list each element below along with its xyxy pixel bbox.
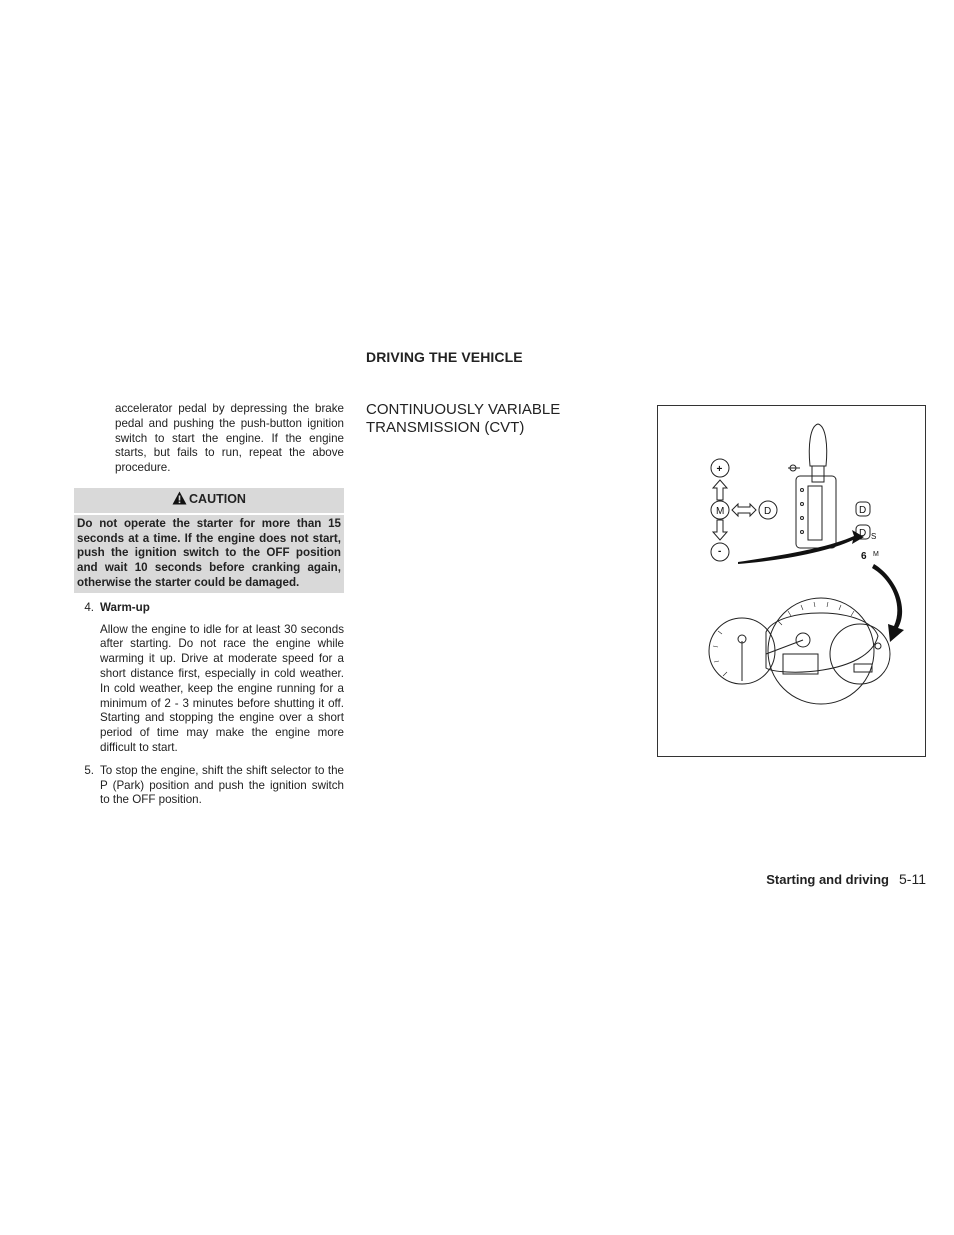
page-footer	[600, 871, 926, 887]
cvt-illustration	[657, 405, 926, 757]
caution-title: CAUTION	[189, 491, 246, 506]
left-column	[74, 402, 344, 808]
footer-section: Starting and driving	[766, 872, 890, 887]
page-number: 5-11	[899, 871, 926, 887]
m-label: M	[716, 506, 725, 517]
cvt-heading-line1: CONTINUOUSLY VARIABLE	[366, 401, 561, 418]
cvt-diagram	[658, 406, 925, 756]
m-small-label: M	[873, 551, 879, 558]
d-mid-label: D	[859, 528, 867, 539]
caution-text: Do not operate the starter for more than 15 seconds at a time. If the engine does not start, push the ignition switch to the OFF position and wait 10 seconds before cranking again, otherwise the starter could be damaged.	[77, 516, 341, 589]
d-left-label: D	[764, 506, 772, 517]
step-4	[74, 601, 344, 756]
cvt-heading	[366, 401, 560, 437]
step-text: To stop the engine, shift the shift selector to the P (Park) position and push the ignition switch to the OFF position.	[100, 763, 344, 807]
minus-label: -	[718, 546, 722, 557]
step-number: 5.	[84, 763, 94, 777]
caution-header	[74, 488, 344, 515]
section-title: DRIVING THE VEHICLE	[366, 349, 523, 365]
s-label: S	[871, 532, 877, 541]
six-label: 6	[861, 551, 867, 562]
step-title: Warm-up	[100, 600, 150, 614]
d-top-label: D	[859, 505, 867, 516]
continued-paragraph: accelerator pedal by depressing the brake pedal and pushing the push-button ignition switch to start the engine. If the engine starts, but fails to run, repeat the above procedure.	[115, 402, 344, 475]
step-5	[74, 764, 344, 808]
step-number: 4.	[84, 600, 94, 614]
cvt-heading-line2: TRANSMISSION (CVT)	[366, 419, 525, 436]
caution-box	[74, 488, 344, 593]
warning-triangle-icon	[172, 491, 187, 509]
step-text: Allow the engine to idle for at least 30 seconds after starting. Do not race the engine while warming it up. Drive at moderate speed for a short distance first, especially in cold weather. In cold weather, keep the engine running for a minimum of 2 - 3 minutes before shutting it off. Starting and stopping the engine over a short period of time may make the engine more difficult to start.	[100, 622, 344, 754]
plus-label: +	[716, 464, 723, 475]
